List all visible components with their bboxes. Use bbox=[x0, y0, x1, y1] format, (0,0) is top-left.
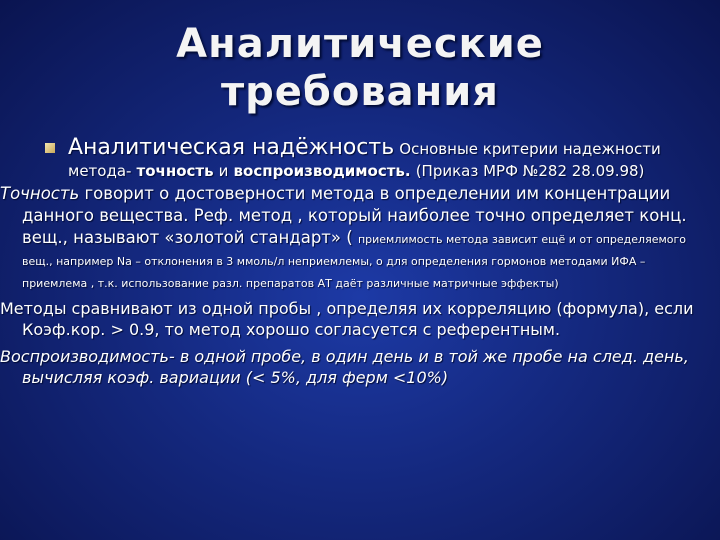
term-accuracy: Точность bbox=[0, 184, 80, 203]
comparison-text: Методы сравнивают из одной пробы , определяя их корреляцию (формула), если Коэф.кор. > 0.9, то метод хорошо согласуется с референтным. bbox=[0, 299, 694, 339]
reproducibility-text: Воспроизводимость- в одной пробе, в один день и в той же пробе на след. день, вычисляя коэф. вариации (< 5%, для ферм <10%) bbox=[0, 347, 689, 387]
slide-content bbox=[0, 134, 694, 388]
accuracy-note: приемлимость метода зависит ещё и от определяемого вещ., например Na – отклонения в 3 ммоль/л неприемлемы, о для определения гормонов методами ИФА – приемлема , т.к. использование разл. препаратов АТ даёт различные матричные эффекты) bbox=[22, 233, 687, 290]
paragraph-accuracy bbox=[0, 183, 702, 293]
paragraph-reproducibility bbox=[0, 346, 702, 388]
bullet-term-accuracy: точность bbox=[136, 162, 214, 180]
slide-title: Аналитические требования bbox=[176, 21, 544, 115]
bullet-heading: Аналитическая надёжность bbox=[68, 135, 395, 160]
bullet-term-reproducibility: воспроизводимость. bbox=[233, 162, 411, 180]
square-bullet-icon bbox=[45, 143, 55, 153]
bullet-order-ref: (Приказ МРФ №282 28.09.98) bbox=[415, 162, 645, 180]
bullet-text: Основные критерии надежности метода- bbox=[68, 140, 661, 180]
paragraph-comparison bbox=[0, 298, 702, 340]
bullet-and: и bbox=[218, 162, 229, 180]
bullet-item bbox=[44, 134, 680, 181]
accuracy-text: говорит о достоверности метода в определении им концентрации данного вещества. Реф. метод , который наиболее точно определяет конц. вещ., называют «золотой стандарт» ( bbox=[22, 184, 687, 247]
